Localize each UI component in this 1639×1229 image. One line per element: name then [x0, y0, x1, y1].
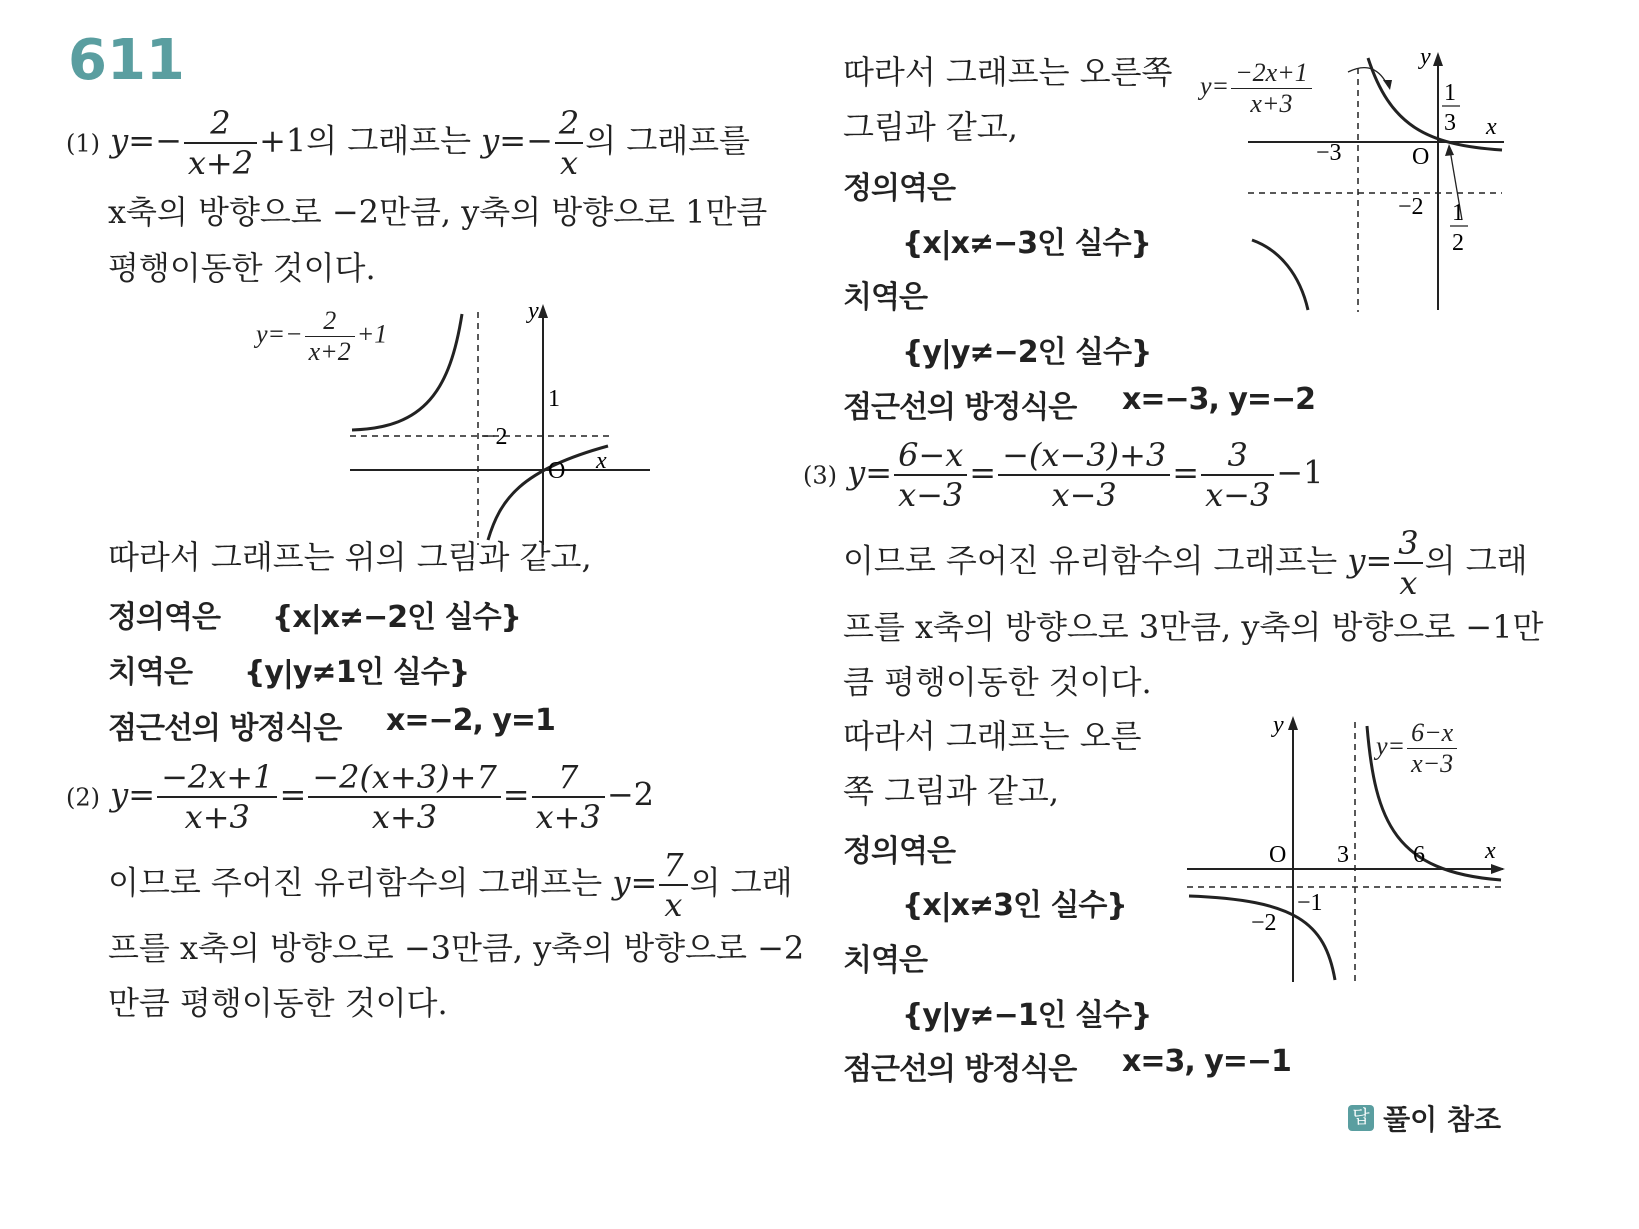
part1-graph-equation: [256, 306, 387, 367]
eq-constant: −2: [606, 775, 654, 814]
eq-y: y=: [110, 775, 156, 814]
part2-frac2: [308, 758, 501, 836]
frac-numerator: −2(x+3)+7: [312, 758, 497, 796]
eq-frac: [305, 306, 355, 367]
part3-conclusion2: 쪽 그림과 같고,: [843, 772, 1059, 810]
part1-frac1: [184, 104, 257, 182]
part3-frac1: [894, 436, 967, 514]
part3-label: (3): [803, 461, 837, 490]
leader-arrow-equation: [1348, 68, 1388, 86]
x-axis-arrow: [1491, 864, 1505, 874]
part3-asym-value: x=3, y=−1: [1122, 1044, 1291, 1079]
frac-denominator: x: [1394, 562, 1422, 602]
eq-equals: =: [502, 775, 530, 814]
arrowhead: [1383, 80, 1392, 90]
eq-y: y=: [612, 863, 658, 902]
frac-denominator: x−3: [998, 474, 1170, 514]
part1-asym-label: 점근선의 방정식은: [108, 711, 342, 746]
part3-frac-basic: [1394, 524, 1422, 602]
label-minus-3: −3: [1316, 140, 1342, 166]
part3-equation: [803, 436, 1323, 514]
part2-frac-basic: [659, 846, 687, 924]
part1-domain-value: {x|x≠−2인 실수}: [272, 600, 521, 635]
y-axis-arrow: [538, 304, 548, 318]
frac-denominator: x−3: [1201, 474, 1274, 514]
y-axis-label: y: [1420, 50, 1431, 70]
y-axis-label: y: [528, 300, 539, 324]
arrowhead: [1445, 144, 1454, 156]
frac-numerator: −2x+1: [1235, 58, 1308, 87]
part2-asym-value: x=−3, y=−2: [1122, 382, 1316, 417]
frac-third-num: 1: [1444, 80, 1456, 106]
answer-badge: 답: [1348, 1105, 1374, 1131]
y-axis-arrow: [1433, 52, 1443, 66]
frac-denominator: x+2: [184, 142, 257, 182]
eq-y: y=: [847, 453, 893, 492]
frac-denominator: x−3: [894, 474, 967, 514]
part1-range-label: 치역은: [108, 655, 192, 690]
eq-prefix: y=: [1200, 71, 1230, 101]
part3-conclusion1: 따라서 그래프는 오른: [843, 717, 1142, 755]
origin-label: O: [1269, 842, 1287, 868]
label-3: 3: [1337, 842, 1349, 868]
part1-conclusion: 따라서 그래프는 위의 그림과 같고,: [108, 538, 592, 576]
label-minus-2: −2: [482, 424, 508, 450]
eq-equals: =: [969, 453, 997, 492]
frac-numerator: 6−x: [898, 436, 964, 474]
part2-range-label: 치역은: [843, 280, 927, 315]
frac-third-den: 3: [1444, 110, 1456, 136]
frac-numerator: 2: [558, 104, 580, 142]
part1-frac2: [555, 104, 583, 182]
curve-left-branch: [1252, 240, 1308, 310]
part1-eq-b: +1의 그래프는: [259, 121, 471, 160]
part2-line1: [108, 846, 793, 924]
problem-number: 611: [68, 28, 185, 93]
part2-conclusion1: 따라서 그래프는 오른쪽: [843, 53, 1173, 91]
eq-frac: [1231, 58, 1312, 119]
part2-graph-equation: [1200, 58, 1314, 119]
part1-range-value: {y|y≠1인 실수}: [244, 655, 470, 690]
x-axis-label: x: [596, 448, 607, 474]
part3-line3: 큼 평행이동한 것이다.: [843, 663, 1152, 701]
part3-frac3: [1201, 436, 1274, 514]
answer: [1348, 1098, 1501, 1138]
label-minus-2: −2: [1251, 910, 1277, 936]
text: 의 그래: [1424, 541, 1528, 580]
frac-numerator: 3: [1398, 524, 1419, 562]
origin-label: O: [1412, 144, 1430, 170]
part2-conclusion2: 그림과 같고,: [843, 108, 1018, 146]
eq-equals: =: [279, 775, 307, 814]
text: 이므로 주어진 유리함수의 그래프는: [108, 863, 603, 902]
y-axis-arrow: [1288, 716, 1298, 730]
frac-numerator: 7: [663, 846, 684, 884]
part3-range-label: 치역은: [843, 943, 927, 978]
part3-frac2: [998, 436, 1170, 514]
label-minus-1: −1: [1297, 890, 1323, 916]
part1-line1: [66, 104, 750, 182]
origin-label: O: [548, 458, 566, 484]
x-axis-label: x: [1486, 114, 1497, 140]
part2-line3: 만큼 평행이동한 것이다.: [108, 984, 448, 1022]
part1-line3: 평행이동한 것이다.: [108, 249, 376, 287]
label-6: 6: [1413, 842, 1425, 868]
frac-numerator: 6−x: [1411, 718, 1454, 747]
eq-suffix: +1: [356, 319, 388, 349]
part2-frac3: [532, 758, 605, 836]
frac-denominator: x−3: [1407, 748, 1457, 779]
part3-range-value: {y|y≠−1인 실수}: [902, 998, 1152, 1033]
curve-right-branch: [1368, 58, 1502, 150]
text: 의 그래: [689, 863, 793, 902]
label-minus-2: −2: [1398, 194, 1424, 220]
part1-domain-label: 정의역은: [108, 600, 220, 635]
label-1: 1: [548, 386, 560, 412]
part3-line2: 프를 x축의 방향으로 3만큼, y축의 방향으로 −1만: [843, 608, 1544, 646]
frac-numerator: 2: [323, 306, 337, 335]
part2-asym-label: 점근선의 방정식은: [843, 390, 1077, 425]
frac-numerator: −2x+1: [161, 758, 274, 796]
eq-y: y=: [1347, 541, 1393, 580]
part3-domain-value: {x|x≠3인 실수}: [902, 888, 1127, 923]
part1-eq-c: y=−: [481, 121, 553, 160]
frac-numerator: 7: [558, 758, 579, 796]
y-axis-label: y: [1273, 712, 1284, 738]
part3-graph-equation: [1376, 718, 1459, 779]
x-axis-label: x: [1485, 838, 1496, 864]
part1-eq-d: 의 그래프를: [585, 121, 750, 160]
part1-eq-a: y=−: [110, 121, 182, 160]
answer-text: 풀이 참조: [1383, 1103, 1502, 1136]
frac-denominator: x+3: [1231, 88, 1312, 119]
frac-denominator: x+3: [308, 796, 501, 836]
part2-label: (2): [66, 783, 100, 812]
frac-denominator: x+3: [157, 796, 277, 836]
eq-frac: [1407, 718, 1457, 779]
frac-numerator: −(x−3)+3: [1002, 436, 1167, 474]
part2-equation: [66, 758, 654, 836]
part1-line2: x축의 방향으로 −2만큼, y축의 방향으로 1만큼: [108, 193, 768, 231]
frac-numerator: 3: [1227, 436, 1248, 474]
eq-constant: −1: [1276, 453, 1324, 492]
part3-domain-label: 정의역은: [843, 834, 955, 869]
frac-half-den: 2: [1452, 230, 1464, 256]
frac-half-num: 1: [1452, 200, 1464, 226]
part1-label: (1): [66, 129, 100, 158]
frac-denominator: x: [659, 884, 687, 924]
part2-frac1: [157, 758, 277, 836]
eq-prefix: y=−: [256, 319, 303, 349]
part3-line1: [843, 524, 1528, 602]
frac-denominator: x+2: [305, 336, 355, 367]
text: 이므로 주어진 유리함수의 그래프는: [843, 541, 1338, 580]
frac-numerator: 2: [210, 104, 231, 142]
part2-domain-value: {x|x≠−3인 실수}: [902, 226, 1151, 261]
part2-line2: 프를 x축의 방향으로 −3만큼, y축의 방향으로 −2: [108, 929, 805, 967]
part1-asym-value: x=−2, y=1: [386, 703, 555, 738]
part2-range-value: {y|y≠−2인 실수}: [902, 335, 1152, 370]
part3-graph: [1185, 712, 1510, 987]
frac-denominator: x+3: [532, 796, 605, 836]
eq-equals: =: [1172, 453, 1200, 492]
part3-asym-label: 점근선의 방정식은: [843, 1052, 1077, 1087]
part2-domain-label: 정의역은: [843, 171, 955, 206]
eq-prefix: y=: [1376, 731, 1406, 761]
frac-denominator: x: [555, 142, 583, 182]
